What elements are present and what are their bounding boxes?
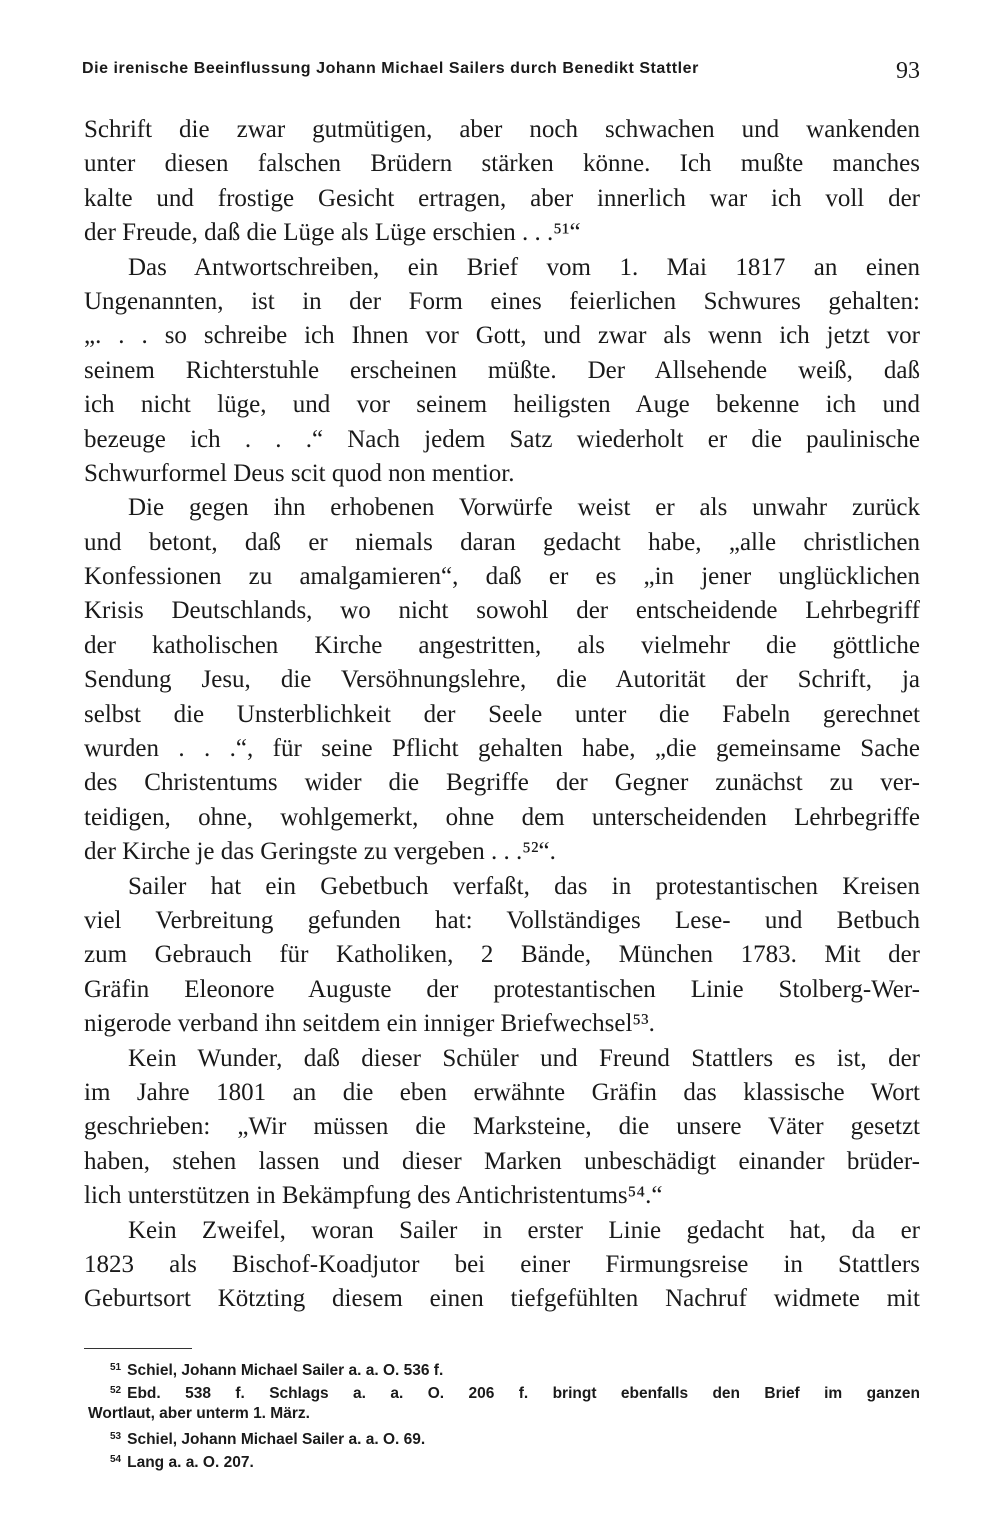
text-line: selbst die Unsterblichkeit der Seele unter die Fabeln gerechnet (84, 700, 920, 728)
footnotes (88, 1356, 920, 1471)
paragraph-first-line: Das Antwortschreiben, ein Brief vom 1. Mai 1817 an einen (128, 253, 920, 281)
footnote-54 (88, 1448, 920, 1471)
text-line: geschrieben: „Wir müssen die Marksteine, die unsere Väter gesetzt (84, 1113, 920, 1141)
text-line: unter diesen falschen Brüdern stärken könne. Ich mußte manches (84, 150, 920, 178)
text-line: zum Gebrauch für Katholiken, 2 Bände, München 1783. Mit der (84, 941, 920, 969)
page-number: 93 (896, 58, 920, 84)
text-line: viel Verbreitung gefunden hat: Vollständiges Lese- und Betbuch (84, 906, 920, 934)
text-line: Sendung Jesu, die Versöhnungslehre, die Autorität der Schrift, ja (84, 666, 920, 694)
text-line: bezeuge ich . . .“ Nach jedem Satz wiederholt er die paulinische (84, 425, 920, 453)
text-line: seinem Richterstuhle erscheinen müßte. Der Allsehende weiß, daß (84, 356, 920, 384)
text-line: lich unterstützen in Bekämpfung des Antichristentums⁵⁴.“ (84, 1182, 663, 1210)
text-line: teidigen, ohne, wohlgemerkt, ohne dem unterscheidenden Lehrbegriffe (84, 803, 920, 831)
text-line: „. . . so schreibe ich Ihnen vor Gott, und zwar als wenn ich jetzt vor (84, 322, 920, 350)
text-line: wurden . . .“, für seine Pflicht gehalten habe, „die gemeinsame Sache (84, 735, 920, 763)
text-line: Schwurformel Deus scit quod non mentior. (84, 459, 515, 487)
footnote-text: Schiel, Johann Michael Sailer a. a. O. 69. (127, 1431, 426, 1448)
text-line: haben, stehen lassen und dieser Marken unbeschädigt einander brüder- (84, 1147, 920, 1175)
footnote-text: Lang a. a. O. 207. (127, 1454, 254, 1471)
text-line: Gräfin Eleonore Auguste der protestantischen Linie Stolberg-Wer- (84, 975, 920, 1003)
text-line: Ungenannten, ist in der Form eines feierlichen Schwures gehalten: (84, 287, 920, 315)
footnote-number: 54 (110, 1454, 122, 1465)
running-title: Die irenische Beeinflussung Johann Michael Sailers durch Benedikt Stattler (82, 60, 699, 77)
text-line: Krisis Deutschlands, wo nicht sowohl der entscheidende Lehrbegriff (84, 597, 920, 625)
footnote-text: Ebd. 538 f. Schlags a. a. O. 206 f. bringt ebenfalls den Brief im ganzen (127, 1385, 920, 1402)
footnote-number: 53 (110, 1431, 122, 1442)
running-head (82, 58, 920, 88)
text-line: ich nicht lüge, und vor seinem heiligsten Auge bekenne ich und (84, 391, 920, 419)
body-text (84, 113, 920, 1317)
text-line: im Jahre 1801 an die eben erwähnte Gräfin das klassische Wort (84, 1078, 920, 1106)
footnote-divider (84, 1348, 192, 1349)
text-line: der katholischen Kirche angestritten, als vielmehr die göttliche (84, 631, 920, 659)
text-line: der Kirche je das Geringste zu vergeben . . .⁵²“. (84, 838, 556, 866)
text-line: der Freude, daß die Lüge als Lüge erschien . . .⁵¹“ (84, 219, 581, 247)
text-line: nigerode verband ihn seitdem ein inniger Briefwechsel⁵³. (84, 1010, 655, 1038)
footnote-number: 52 (110, 1385, 122, 1396)
footnote-text: Schiel, Johann Michael Sailer a. a. O. 536 f. (127, 1362, 444, 1379)
footnote-52-continued: Wortlaut, aber unterm 1. März. (88, 1405, 310, 1422)
text-line: und betont, daß er niemals daran gedacht habe, „alle christlichen (84, 528, 920, 556)
footnote-number: 51 (110, 1362, 122, 1373)
text-line: Konfessionen zu amalgamieren“, daß er es „in jener unglücklichen (84, 563, 920, 591)
text-line: Geburtsort Kötzting diesem einen tiefgefühlten Nachruf widmete mit (84, 1285, 920, 1313)
text-line: kalte und frostige Gesicht ertragen, aber innerlich war ich voll der (84, 184, 920, 212)
text-line: des Christentums wider die Begriffe der Gegner zunächst zu ver- (84, 769, 920, 797)
text-line: Schrift die zwar gutmütigen, aber noch schwachen und wankenden (84, 116, 920, 143)
paragraph-first-line: Kein Zweifel, woran Sailer in erster Linie gedacht hat, da er (128, 1216, 920, 1244)
paragraph-first-line: Kein Wunder, daß dieser Schüler und Freund Stattlers es ist, der (128, 1044, 920, 1072)
footnote-51 (88, 1356, 920, 1379)
footnote-52 (88, 1379, 920, 1402)
paragraph-first-line: Sailer hat ein Gebetbuch verfaßt, das in protestantischen Kreisen (128, 872, 920, 900)
footnote-53 (88, 1425, 920, 1448)
paragraph-first-line: Die gegen ihn erhobenen Vorwürfe weist er als unwahr zurück (128, 494, 920, 522)
text-line: 1823 als Bischof-Koadjutor bei einer Firmungsreise in Stattlers (84, 1250, 920, 1278)
